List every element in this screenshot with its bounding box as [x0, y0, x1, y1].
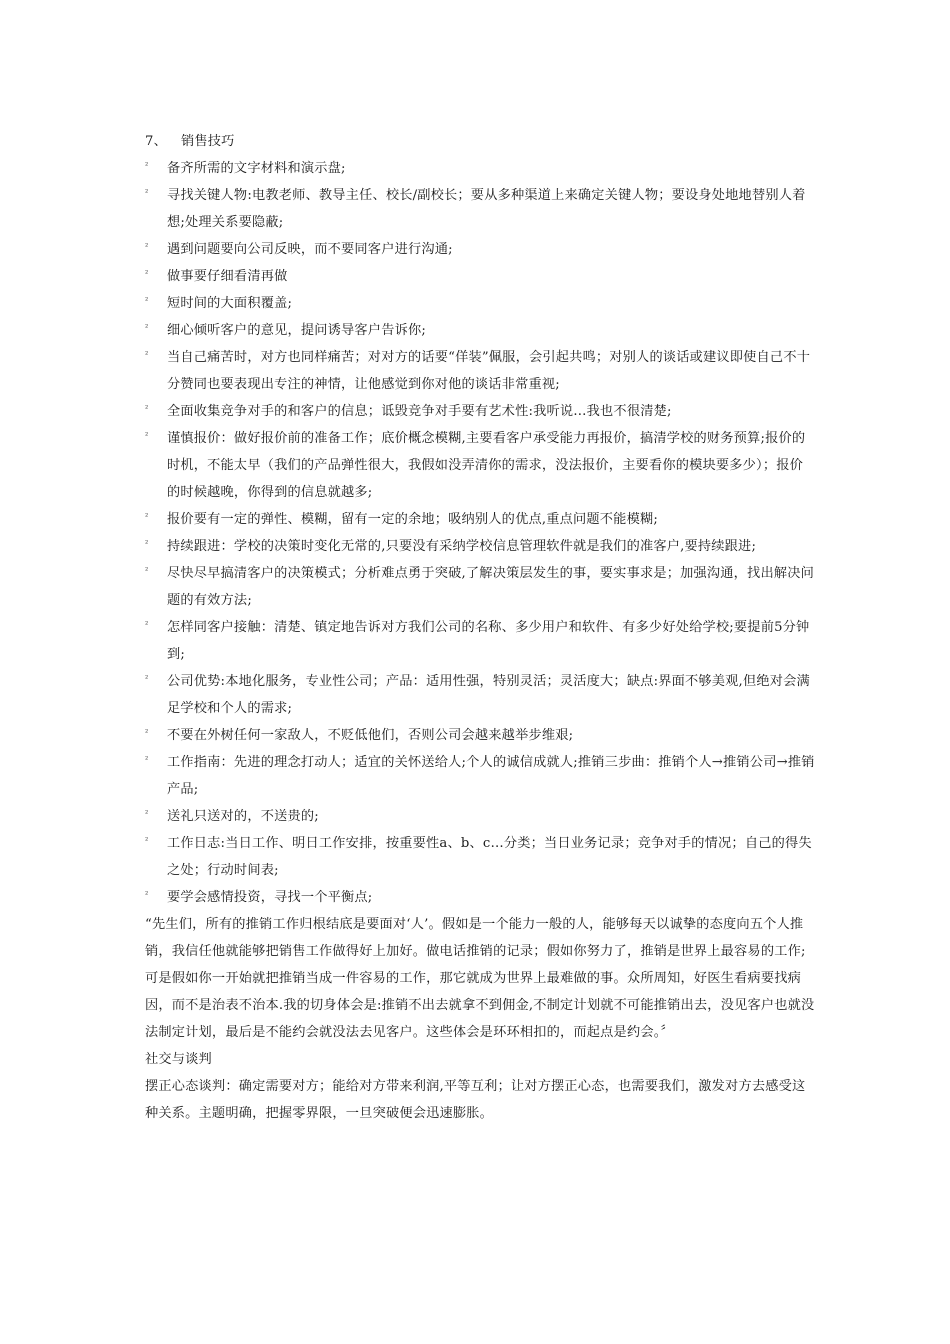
list-item-text: 做事要仔细看清再做 — [167, 269, 288, 284]
list-item — [145, 722, 815, 749]
list-item — [145, 317, 815, 344]
list-item-text: 谨慎报价：做好报价前的准备工作；底价概念模糊,主要看客户承受能力再报价，搞清学校的财务预算;报价的时机，不能太早（我们的产品弹性很大，我假如没弄清你的需求，没法报价，主要看你的模块要多少）；报价的时候越晚，你得到的信息就越多; — [167, 431, 806, 500]
list-item — [145, 425, 815, 506]
subsection-heading: 社交与谈判 — [145, 1052, 212, 1067]
list-item-text: 全面收集竞争对手的和客户的信息；诋毁竞争对手要有艺术性:我听说…我也不很清楚; — [167, 404, 672, 419]
list-item — [145, 668, 815, 722]
bullet-marker: ² — [145, 161, 149, 170]
section-number: 7、 — [145, 134, 167, 149]
list-item-text: 要学会感情投资，寻找一个平衡点; — [167, 890, 373, 905]
list-item-text: 不要在外树任何一家敌人，不贬低他们，否则公司会越来越举步维艰; — [167, 728, 574, 743]
bullet-marker: ² — [145, 512, 149, 521]
bullet-marker: ² — [145, 242, 149, 251]
bullet-marker: ² — [145, 296, 149, 305]
list-item-text: 怎样同客户接触：清楚、镇定地告诉对方我们公司的名称、多少用户和软件、有多少好处给学校;要提前5分钟到; — [167, 620, 810, 662]
bullet-marker: ² — [145, 620, 149, 629]
quote-paragraph: “先生们，所有的推销工作归根结底是要面对‘人’。假如是一个能力一般的人，能够每天以诚挚的态度向五个人推销，我信任他就能够把销售工作做得好上加好。做电话推销的记录；假如你努力了，推销是世界上最容易的工作;可是假如你一开始就把推销当成一件容易的工作，那它就成为世界上最难做的事。众所周知，好医生看病要找病因，而不是治表不治本.我的切身体会是:推销不出去就拿不到佣金,不制定计划就不可能推销出去，没见客户也就没法制定计划，最后是不能约会就没法去见客户。这些体会是环环相扣的，而起点是约会。〞 — [145, 917, 815, 1040]
list-item — [145, 830, 815, 884]
list-item-text: 送礼只送对的，不送贵的; — [167, 809, 319, 824]
list-item — [145, 236, 815, 263]
list-item-text: 遇到问题要向公司反映，而不要同客户进行沟通; — [167, 242, 453, 257]
bullet-marker: ² — [145, 890, 149, 899]
list-item — [145, 290, 815, 317]
list-item-text: 持续跟进：学校的决策时变化无常的,只要没有采纳学校信息管理软件就是我们的准客户,要持续跟进; — [167, 539, 757, 554]
list-item — [145, 182, 815, 236]
list-item — [145, 344, 815, 398]
bullet-marker: ² — [145, 566, 149, 575]
list-item-text: 细心倾听客户的意见，提问诱导客户告诉你; — [167, 323, 427, 338]
list-item — [145, 560, 815, 614]
list-item — [145, 533, 815, 560]
list-item-text: 工作指南：先进的理念打动人；适宜的关怀送给人;个人的诚信成就人;推销三步曲：推销个人→推销公司→推销产品; — [167, 755, 815, 797]
list-item — [145, 506, 815, 533]
section-heading — [145, 128, 815, 155]
bullet-list — [145, 155, 815, 911]
list-item-text: 公司优势:本地化服务，专业性公司；产品：适用性强，特别灵活；灵活度大；缺点:界面不够美观,但绝对会满足学校和个人的需求; — [167, 674, 810, 716]
list-item-text: 报价要有一定的弹性、模糊，留有一定的余地；吸纳别人的优点,重点问题不能模糊; — [167, 512, 658, 527]
list-item — [145, 155, 815, 182]
bullet-marker: ² — [145, 755, 149, 764]
bullet-marker: ² — [145, 269, 149, 278]
bullet-marker: ² — [145, 539, 149, 548]
list-item — [145, 398, 815, 425]
bullet-marker: ² — [145, 323, 149, 332]
subsection-paragraph: 摆正心态谈判：确定需要对方；能给对方带来利润,平等互利；让对方摆正心态，也需要我们，激发对方去感受这种关系。主题明确，把握零界限，一旦突破便会迅速膨胀。 — [145, 1079, 806, 1121]
list-item-text: 尽快尽早搞清客户的决策模式；分析难点勇于突破,了解决策层发生的事，要实事求是；加强沟通，找出解决问题的有效方法; — [167, 566, 814, 608]
bullet-marker: ² — [145, 350, 149, 359]
section-title: 销售技巧 — [181, 134, 235, 149]
list-item-text: 寻找关键人物:电教老师、教导主任、校长/副校长；要从多种渠道上来确定关键人物；要设身处地地替别人着想;处理关系要隐蔽; — [167, 188, 806, 230]
bullet-marker: ² — [145, 431, 149, 440]
list-item — [145, 749, 815, 803]
bullet-marker: ² — [145, 188, 149, 197]
bullet-marker: ² — [145, 674, 149, 683]
list-item — [145, 614, 815, 668]
bullet-marker: ² — [145, 809, 149, 818]
list-item-text: 工作日志:当日工作、明日工作安排，按重要性a、b、c…分类；当日业务记录；竞争对手的情况；自己的得失之处；行动时间表; — [167, 836, 812, 878]
list-item-text: 当自己痛苦时，对方也同样痛苦；对对方的话要“佯装”佩服，会引起共鸣；对别人的谈话或建议即使自己不十分赞同也要表现出专注的神情，让他感觉到你对他的谈话非常重视; — [167, 350, 811, 392]
list-item-text: 短时间的大面积覆盖; — [167, 296, 293, 311]
list-item-text: 备齐所需的文字材料和演示盘; — [167, 161, 346, 176]
list-item — [145, 884, 815, 911]
bullet-marker: ² — [145, 836, 149, 845]
document-content — [145, 128, 815, 1127]
list-item — [145, 803, 815, 830]
bullet-marker: ² — [145, 404, 149, 413]
bullet-marker: ² — [145, 728, 149, 737]
list-item — [145, 263, 815, 290]
